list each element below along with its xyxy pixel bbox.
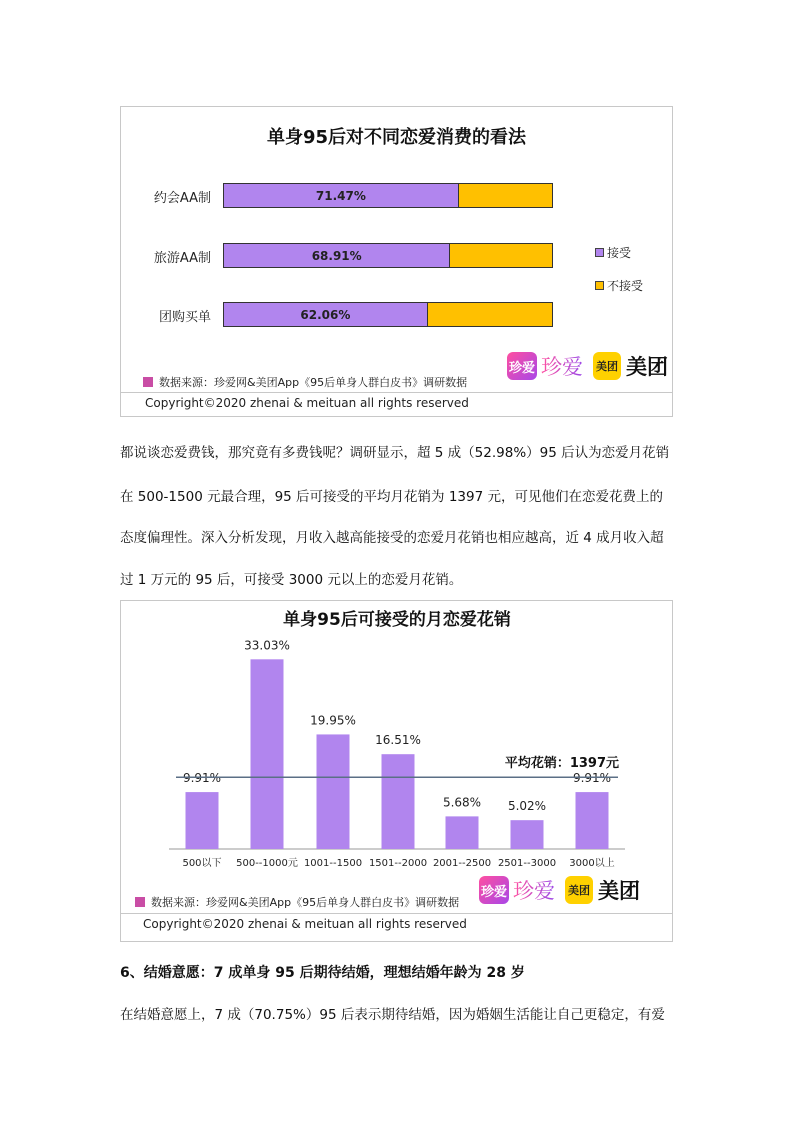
zhenai-logo-icon: 珍爱 [479, 876, 509, 904]
paragraph2: 在结婚意愿上，7 成（70.75%）95 后表示期待结婚，因为婚姻生活能让自己更稳定，有爱 [120, 1007, 665, 1023]
chart2-source-text: 数据来源：珍爱网&美团App《95后单身人群白皮书》调研数据 [151, 896, 460, 909]
chart2-title: 单身95后可接受的月恋爱花销 [283, 610, 511, 630]
paragraph-line-3: 态度偏理性。深入分析发现，月收入越高能接受的恋爱月花销也相应越高，近 4 成月收入超 [120, 530, 664, 546]
legend-accept-label: 接受 [607, 246, 632, 260]
chart1-bar-reject [449, 243, 553, 268]
chart2-data-label: 5.02% [507, 799, 547, 814]
meituan-logo-text: 美团 [626, 355, 668, 379]
chart2-tick-label: 1501--2000 [368, 858, 428, 869]
chart2-tick-label: 3000以上 [569, 858, 615, 869]
chart2-tick-label: 2501--3000 [497, 858, 557, 869]
paragraph-line-1: 都说谈恋爱费钱，那究竟有多费钱呢？调研显示，超 5 成（52.98%）95 后认为恋爱月花销 [120, 445, 670, 461]
zhenai-logo-icon: 珍爱 [507, 352, 537, 380]
chart2-plot [121, 601, 674, 891]
legend-reject-label: 不接受 [607, 279, 644, 293]
chart2-bar [317, 734, 350, 849]
chart2-tick-label: 500以下 [182, 858, 222, 869]
chart2-tick-label: 2001--2500 [432, 858, 492, 869]
chart1-bar-reject [427, 302, 553, 327]
chart2-average-label: 平均花销：1397元 [504, 756, 619, 772]
chart1-copyright: Copyright©2020 zhenai & meituan all rights reserved [145, 396, 469, 410]
chart2-bar [251, 659, 284, 849]
meituan-logo-text: 美团 [598, 879, 640, 903]
chart2-divider [121, 913, 672, 914]
chart2-data-label: 9.91% [572, 771, 612, 786]
chart1-category-label: 旅游AA制 [153, 251, 211, 266]
chart2-bar [186, 792, 219, 849]
meituan-logo-icon: 美团 [593, 352, 621, 380]
source-swatch [143, 377, 153, 387]
chart2-source [135, 894, 459, 910]
chart2-data-label: 19.95% [310, 713, 356, 728]
chart2-bar [446, 816, 479, 849]
zhenai-logo-text: 珍爱 [513, 875, 555, 905]
chart2-data-label: 5.68% [442, 795, 482, 810]
chart2-tick-label: 500--1000元 [236, 858, 298, 869]
chart1-bar-accept: 62.06% [223, 302, 428, 327]
chart1-bar-accept: 71.47% [223, 183, 459, 208]
chart2-bar [382, 754, 415, 849]
zhenai-logo-text: 珍爱 [541, 351, 583, 381]
chart1-bar-reject [458, 183, 553, 208]
paragraph-line-4: 过 1 万元的 95 后，可接受 3000 元以上的恋爱月花销。 [120, 572, 463, 588]
meituan-logo-icon: 美团 [565, 876, 593, 904]
legend-accept [595, 244, 631, 261]
chart2-data-label: 16.51% [375, 733, 421, 748]
legend-reject-swatch [595, 281, 604, 290]
chart-monthly-spending [120, 600, 673, 942]
chart2-bar [576, 792, 609, 849]
chart2-bar [511, 820, 544, 849]
chart-attitude-consumption [120, 106, 673, 417]
chart2-data-label: 9.91% [182, 771, 222, 786]
source-swatch [135, 897, 145, 907]
chart2-data-label: 33.03% [244, 638, 290, 653]
logo-group [507, 351, 668, 381]
chart1-category-label: 约会AA制 [153, 191, 211, 206]
section-heading: 6、结婚意愿：7 成单身 95 后期待结婚，理想结婚年龄为 28 岁 [120, 965, 525, 981]
chart1-source-text: 数据来源：珍爱网&美团App《95后单身人群白皮书》调研数据 [159, 376, 468, 389]
chart1-bar-accept: 68.91% [223, 243, 450, 268]
chart2-copyright: Copyright©2020 zhenai & meituan all rights reserved [143, 917, 467, 931]
chart1-category-label: 团购买单 [158, 310, 211, 325]
logo-group [479, 875, 640, 905]
chart1-divider [121, 392, 672, 393]
chart1-title: 单身95后对不同恋爱消费的看法 [266, 127, 527, 148]
paragraph-line-2: 在 500-1500 元最合理，95 后可接受的平均月花销为 1397 元，可见他们在恋爱花费上的 [120, 489, 663, 505]
legend-reject [595, 277, 643, 294]
chart2-tick-label: 1001--1500 [303, 858, 363, 869]
legend-accept-swatch [595, 248, 604, 257]
chart1-source [143, 374, 467, 390]
